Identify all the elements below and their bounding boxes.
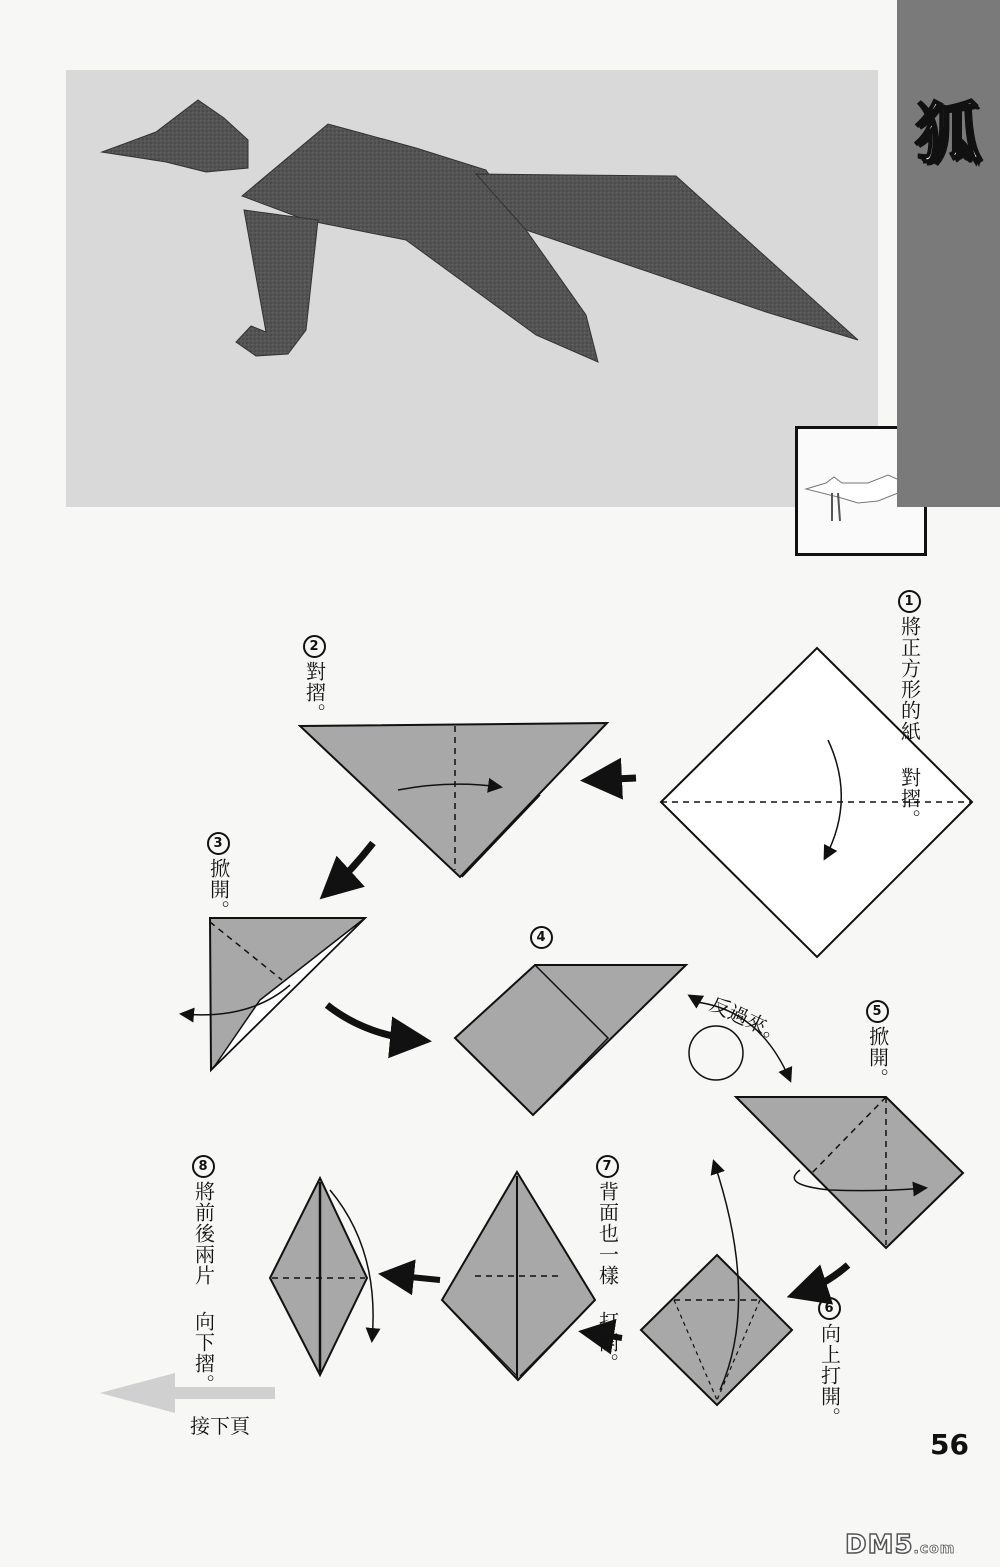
step8-label: 8將前後兩片向下摺。 [192, 1155, 215, 1395]
watermark-main: DM5 [845, 1530, 914, 1560]
step6-figure [641, 1162, 792, 1405]
arrow-7-to-8 [390, 1275, 440, 1280]
arrow-5-to-6 [800, 1265, 848, 1293]
step4-label: 4 [530, 926, 553, 952]
watermark-suffix: .com [913, 1541, 956, 1557]
step2-label: 2對摺。 [303, 635, 326, 724]
watermark-logo [845, 1530, 955, 1560]
page-title: 狐 [915, 94, 981, 172]
step7-label: 7背面也一樣打開。 [596, 1155, 619, 1374]
page-number: 56 [930, 1428, 969, 1461]
step7-figure [442, 1172, 595, 1380]
arrow-2-to-3 [330, 843, 373, 890]
step1-figure [661, 648, 972, 957]
step5-figure [736, 1097, 963, 1248]
step6-label: 6向上打開。 [818, 1297, 841, 1428]
flip-over-label: 反過來。 [706, 991, 789, 1048]
step3-label: 3掀開。 [207, 832, 230, 921]
arrow-3-to-4 [327, 1005, 418, 1040]
step4-figure [455, 965, 686, 1115]
step8-figure [270, 1178, 373, 1375]
next-page-arrow [100, 1373, 275, 1413]
step3-figure [182, 918, 365, 1070]
step1-label: 1將正方形的紙對摺。 [898, 590, 921, 830]
arrow-1-to-2 [594, 778, 636, 780]
step5-label: 5掀開。 [866, 1000, 889, 1089]
next-page-label[interactable]: 接下頁 [190, 1414, 250, 1438]
step2-figure [300, 723, 607, 877]
